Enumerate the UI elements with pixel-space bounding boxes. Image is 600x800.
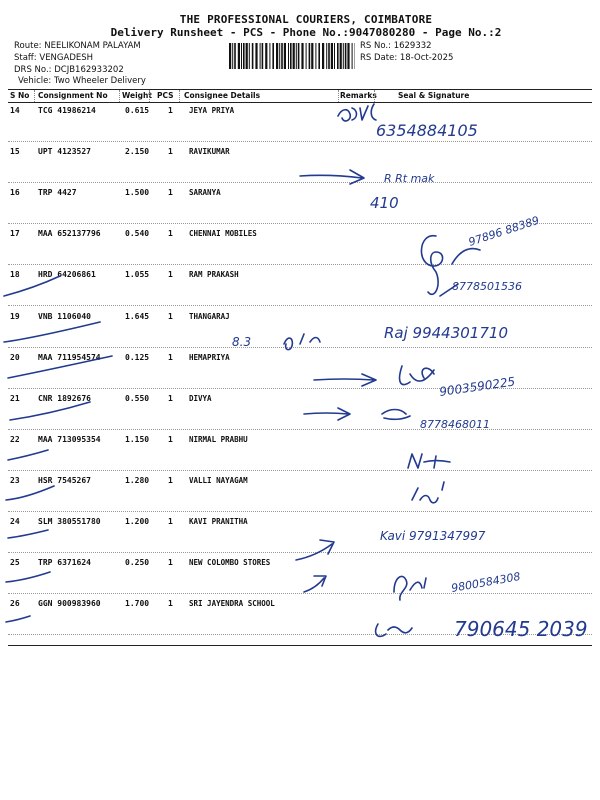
runsheet-subtitle: Delivery Runsheet - PCS - Phone No.:9047080280 - Page No.:2 — [110, 26, 502, 39]
row-consignment-no: MAA 652137796 — [38, 229, 101, 239]
table-row — [8, 348, 592, 389]
route-value: NEELIKONAM PALAYAM — [44, 41, 141, 51]
rs-no-info — [360, 41, 432, 51]
row-weight: 1.200 — [125, 517, 150, 526]
phone-21: 8778468011 — [420, 418, 490, 431]
route-info — [14, 41, 141, 51]
row-consignee: JEYA PRIYA — [189, 106, 235, 115]
row-weight: 1.500 — [125, 188, 150, 198]
staff-info — [14, 53, 93, 63]
row-weight: 1.055 — [125, 270, 150, 280]
row-consignee: KAVI PRANITHA — [189, 517, 248, 526]
row-consignment-no: MAA 713095354 — [38, 434, 101, 444]
note-24: Kavi 9791347997 — [380, 529, 486, 543]
row-consignment-no: SLM 380551780 — [38, 517, 101, 526]
row-consignee: RAM PRAKASH — [189, 270, 239, 280]
row-pcs: 1 — [168, 393, 173, 403]
row-pcs: 1 — [168, 517, 173, 526]
row-consignee: VALLI NAYAGAM — [189, 475, 248, 485]
route-label: Route: — [14, 41, 42, 51]
row-pcs: 1 — [168, 229, 173, 239]
row-sno: 23 — [10, 475, 20, 485]
row-sno: 24 — [10, 517, 20, 526]
row-pcs: 1 — [168, 106, 173, 115]
col-consignment: Consignment No — [38, 91, 108, 100]
phone-26: 790645 2039 — [454, 617, 588, 641]
rs-no-value: 1629332 — [393, 41, 432, 51]
col-remarks: Remarks — [340, 91, 377, 100]
row-sno: 14 — [10, 106, 20, 115]
row-consignee: DIVYA — [189, 393, 212, 403]
phone-19: Raj 9944301710 — [384, 324, 508, 342]
row-weight: 0.250 — [125, 558, 150, 568]
row-sno: 21 — [10, 393, 20, 403]
table-row — [8, 224, 592, 265]
col-weight: Weight — [122, 91, 152, 100]
note-16: 410 — [370, 194, 399, 212]
row-pcs: 1 — [168, 188, 173, 198]
row-consignee: HEMAPRIYA — [189, 352, 230, 362]
row-consignment-no: TCG 41986214 — [38, 106, 96, 115]
rs-date-info — [360, 53, 453, 63]
row-consignment-no: TRP 4427 — [38, 188, 77, 198]
row-weight: 0.125 — [125, 352, 150, 362]
table-row — [8, 265, 592, 306]
table-row — [8, 594, 592, 635]
drs-info — [14, 65, 124, 75]
drs-label: DRS No.: — [14, 65, 52, 75]
row-pcs: 1 — [168, 475, 173, 485]
row-consignee: NIRMAL PRABHU — [189, 434, 248, 444]
row-sno: 16 — [10, 188, 20, 198]
table-row — [8, 553, 592, 594]
row-sno: 18 — [10, 270, 20, 280]
row-consignment-no: MAA 711954574 — [38, 352, 101, 362]
row-pcs: 1 — [168, 311, 173, 321]
row-weight: 1.700 — [125, 599, 150, 609]
row-consignment-no: GGN 900983960 — [38, 599, 101, 609]
col-pcs: PCS — [157, 91, 174, 100]
row-weight: 1.280 — [125, 475, 150, 485]
row-pcs: 1 — [168, 558, 173, 568]
drs-value: DCJB162933202 — [54, 65, 124, 75]
rs-date-label: RS Date: — [360, 53, 398, 63]
row-weight: 2.150 — [125, 147, 150, 157]
table-row — [8, 183, 592, 224]
row-consignee: NEW COLOMBO STORES — [189, 558, 271, 568]
row-sno: 15 — [10, 147, 20, 157]
row-consignee: RAVIKUMAR — [189, 147, 230, 157]
staff-label: Staff: — [14, 53, 37, 63]
row-sno: 20 — [10, 352, 20, 362]
table-row — [8, 389, 592, 430]
row-pcs: 1 — [168, 434, 173, 444]
note-19-left: 8.3 — [232, 335, 252, 349]
company-title: THE PROFESSIONAL COURIERS, COIMBATORE — [179, 13, 433, 26]
row-consignment-no: TRP 6371624 — [38, 558, 91, 568]
row-consignee: SARANYA — [189, 188, 221, 198]
table-row — [8, 142, 592, 183]
row-sno: 25 — [10, 558, 20, 568]
col-sno: S No — [10, 91, 30, 100]
row-consignee: THANGARAJ — [189, 311, 230, 321]
vehicle-info — [18, 76, 146, 86]
vehicle-label: Vehicle: — [18, 76, 52, 86]
table-row — [8, 430, 592, 471]
phone-14: 6354884105 — [376, 121, 478, 140]
row-pcs: 1 — [168, 270, 173, 280]
table-row — [8, 101, 592, 142]
table-bottom-rule — [8, 645, 592, 646]
row-weight: 0.615 — [125, 106, 150, 115]
row-weight: 1.150 — [125, 434, 150, 444]
row-sno: 19 — [10, 311, 20, 321]
row-consignee: SRI JAYENDRA SCHOOL — [189, 599, 275, 609]
row-pcs: 1 — [168, 599, 173, 609]
row-consignee: CHENNAI MOBILES — [189, 229, 257, 239]
table-row — [8, 307, 592, 348]
row-consignment-no: HSR 7545267 — [38, 475, 91, 485]
row-weight: 0.540 — [125, 229, 150, 239]
row-consignment-no: UPT 4123527 — [38, 147, 91, 157]
barcode — [229, 43, 355, 69]
rs-date-value: 18-Oct-2025 — [399, 53, 454, 63]
phone-17: 97896 88389 — [466, 213, 541, 249]
phone-20: 9003590225 — [438, 374, 517, 399]
col-consignee: Consignee Details — [184, 91, 261, 100]
row-divider — [8, 634, 592, 635]
phone-25: 9800584308 — [450, 569, 522, 595]
row-consignment-no: VNB 1106040 — [38, 311, 91, 321]
row-sno: 22 — [10, 434, 20, 444]
col-seal-signature: Seal & Signature — [398, 91, 470, 100]
rs-no-label: RS No.: — [360, 41, 391, 51]
staff-value: VENGADESH — [39, 53, 94, 63]
row-consignment-no: CNR 1892676 — [38, 393, 91, 403]
row-weight: 0.550 — [125, 393, 150, 403]
table-row — [8, 471, 592, 512]
vehicle-value: Two Wheeler Delivery — [53, 76, 146, 86]
note-15: R Rt mak — [384, 172, 435, 185]
row-consignment-no: HRD 64206861 — [38, 270, 96, 280]
row-sno: 17 — [10, 229, 20, 239]
row-sno: 26 — [10, 599, 20, 609]
row-weight: 1.645 — [125, 311, 150, 321]
row-pcs: 1 — [168, 147, 173, 157]
row-pcs: 1 — [168, 352, 173, 362]
table-row — [8, 512, 592, 553]
phone-18: 8778501536 — [452, 280, 522, 293]
